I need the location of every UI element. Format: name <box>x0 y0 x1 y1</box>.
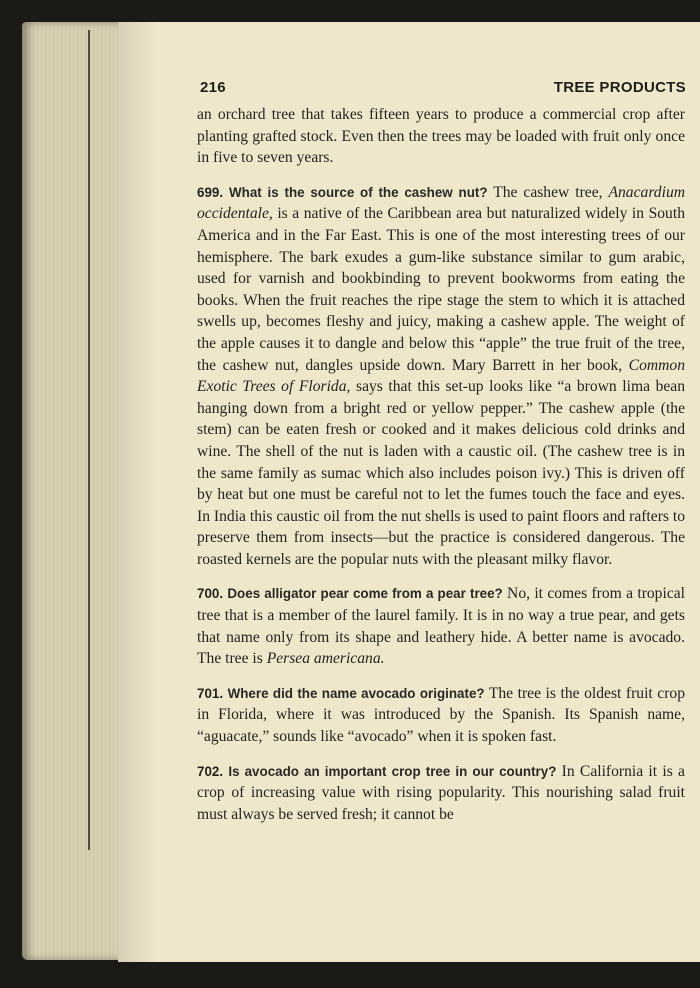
section-title: TREE PRODUCTS <box>553 79 686 96</box>
book-spine-shadow <box>88 30 90 850</box>
scientific-name: Anacardium occidentale, <box>197 183 685 223</box>
answer-text: The tree is the oldest fruit crop in Florida, where it was introduced by the Spanish. Its Spanish name, “aguacate,” sounds like “avocado” when it is spoken fast. <box>197 684 685 746</box>
running-header <box>200 79 686 96</box>
question-number: 699. <box>197 184 224 200</box>
question-number: 700. <box>197 586 224 602</box>
paragraph-701 <box>197 683 685 748</box>
question-heading: What is the source of the cashew nut? <box>229 184 488 200</box>
answer-text: The cashew tree, <box>487 183 609 201</box>
page-number: 216 <box>200 79 226 96</box>
book-page <box>118 22 700 962</box>
paragraph-700 <box>197 583 685 669</box>
book-page-edges <box>22 22 122 960</box>
question-number: 702. <box>197 763 224 779</box>
scientific-name: Persea americana. <box>266 650 385 668</box>
paragraph-continuation: an orchard tree that takes fifteen years to produce a commercial crop after planting grafted stock. Even then the trees may be loaded with fruit only once in five to seven years. <box>197 106 685 167</box>
paragraph-702 <box>197 761 685 826</box>
question-number: 701. <box>197 685 224 701</box>
body-text <box>197 104 685 825</box>
answer-text: No, it comes from a tropical tree that is a member of the laurel family. It is in no way a true pear, and gets that name only from its shape and leathery hide. A better name is avocado. The tree is <box>197 585 685 668</box>
question-heading: Is avocado an important crop tree in our country? <box>228 763 557 779</box>
answer-text: is a native of the Caribbean area but naturalized widely in South America and in the Far East. This is one of the most interesting trees of our hemisphere. The bark exudes a gum-like substance similar to gum arabic, used for varnish and bookbinding to prevent bookworms from eating the books. When the fruit reaches the ripe stage the stem to which it is attached swells up, becomes fleshy and juicy, making a cashew apple. The weight of the apple causes it to dangle and below this “apple” the true fruit of the tree, the cashew nut, dangles upside down. Mary Barrett in her book, <box>197 205 685 374</box>
paragraph-699 <box>197 182 685 571</box>
question-heading: Where did the name avocado originate? <box>227 685 485 701</box>
book-title: Common Exotic Trees of Florida, <box>197 356 685 396</box>
answer-text: In California it is a crop of increasing value with rising popularity. This nourishing salad fruit must always be served fresh; it cannot be <box>197 762 685 823</box>
question-heading: Does alligator pear come from a pear tree? <box>227 586 503 602</box>
answer-text: says that this set-up looks like “a brown lima bean hanging down from a bright red or yellow pepper.” The cashew apple (the stem) can be eaten fresh or cooked and it makes delicious cold drinks and wine. The shell of the nut is laden with a caustic oil. (The cashew tree is in the same family as sumac which also includes poison ivy.) This is driven off by heat but one must be careful not to let the fumes touch the face and eyes. In India this caustic oil from the nut shells is used to paint floors and rafters to preserve them from insects—but the practice is considered dangerous. The roasted kernels are the popular nuts with the pleasant milky flavor. <box>197 378 686 568</box>
